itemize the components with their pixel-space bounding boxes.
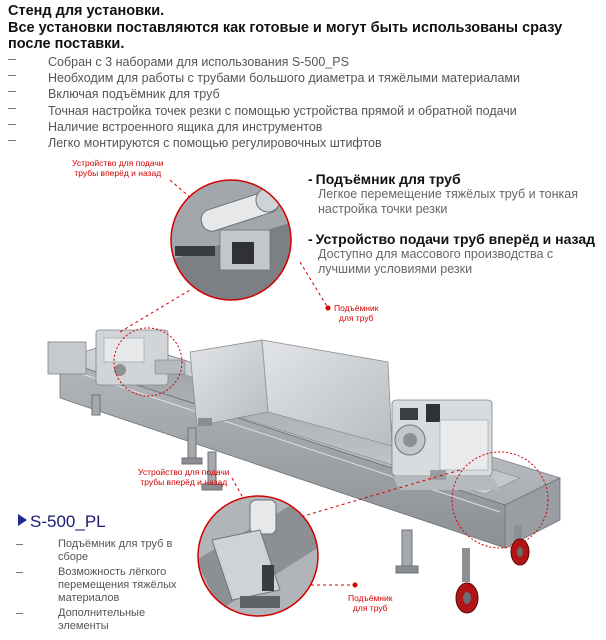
callout-desc-line: лучшими условиями резки — [318, 262, 473, 276]
zoom-detail-top — [160, 180, 310, 300]
callout-title — [308, 171, 578, 187]
label-line: для труб — [338, 313, 374, 323]
label-line: трубы вперёд и назад — [74, 168, 162, 178]
callout-desc-line: Легкое перемещение тяжёлых труб и тонкая — [318, 187, 579, 201]
product-feature-item — [16, 566, 196, 605]
callout-desc-line: Доступно для массового производства с — [318, 247, 554, 261]
connector-dot — [326, 306, 331, 311]
dash-bullet — [16, 544, 23, 545]
callout-title-text: Устройство подачи труб вперёд и назад — [315, 231, 595, 247]
lifter-label-top — [334, 303, 378, 323]
heading-line: Стенд для установки. — [8, 3, 165, 19]
callout-lifter — [308, 171, 578, 217]
product-feature-text: Подъёмник для труб в сборе — [58, 538, 173, 563]
product-feature-item — [16, 607, 196, 633]
product-feature-text: Возможность лёгкого перемещения тяжёлых материалов — [58, 566, 177, 604]
callout-desc — [308, 247, 595, 277]
callout-feeder — [308, 231, 595, 277]
feature-text: Наличие встроенного ящика для инструментов — [48, 119, 323, 134]
zoom-detail-bottom — [190, 490, 330, 620]
product-feature-list — [16, 538, 196, 635]
callout-desc — [308, 187, 578, 217]
label-line: Устройство для подачи — [138, 467, 230, 477]
heading-line: после поставки. — [8, 36, 125, 52]
roller-support — [430, 470, 446, 480]
heading-line: Все установки поставляются как готовые и могут быть использованы сразу — [8, 19, 563, 36]
feeder-label-top — [72, 158, 164, 178]
label-line: Подъёмник — [348, 593, 393, 603]
dash-bullet — [16, 613, 23, 614]
feature-text: Включая подъёмник для труб — [48, 87, 220, 102]
callout-title — [308, 231, 595, 247]
label-line: Подъёмник — [334, 303, 379, 313]
connector-dot — [353, 583, 358, 588]
feature-text: Точная настройка точек резки с помощью устройства прямой и обратной подачи — [48, 103, 517, 118]
dash-bullet: - — [308, 231, 313, 247]
dash-bullet — [16, 572, 23, 573]
feature-text: Легко монтируются с помощью регулировочных штифтов — [48, 135, 382, 150]
roller-support — [198, 418, 212, 426]
model-name: S-500_PL — [30, 512, 106, 531]
lifter-label-bottom — [348, 593, 392, 613]
label-line: Устройство для подачи — [72, 158, 164, 168]
product-feature-text: Дополнительные элементы — [58, 607, 146, 632]
callout-title-text: Подъёмник для труб — [315, 171, 461, 187]
product-feature-item — [16, 538, 196, 564]
feature-text: Необходим для работы с трубами большого диаметра и тяжёлыми материалами — [48, 71, 520, 86]
feature-text: Собран с 3 наборами для использования S-500_PS — [48, 55, 349, 69]
model-title — [18, 512, 106, 532]
callout-desc-line: настройка точки резки — [318, 202, 448, 216]
feeder-label-bottom — [138, 467, 230, 487]
dash-bullet: - — [308, 171, 313, 187]
triangle-bullet-icon — [18, 514, 27, 526]
label-line: трубы вперёд и назад — [140, 477, 228, 487]
label-line: для труб — [352, 603, 388, 613]
